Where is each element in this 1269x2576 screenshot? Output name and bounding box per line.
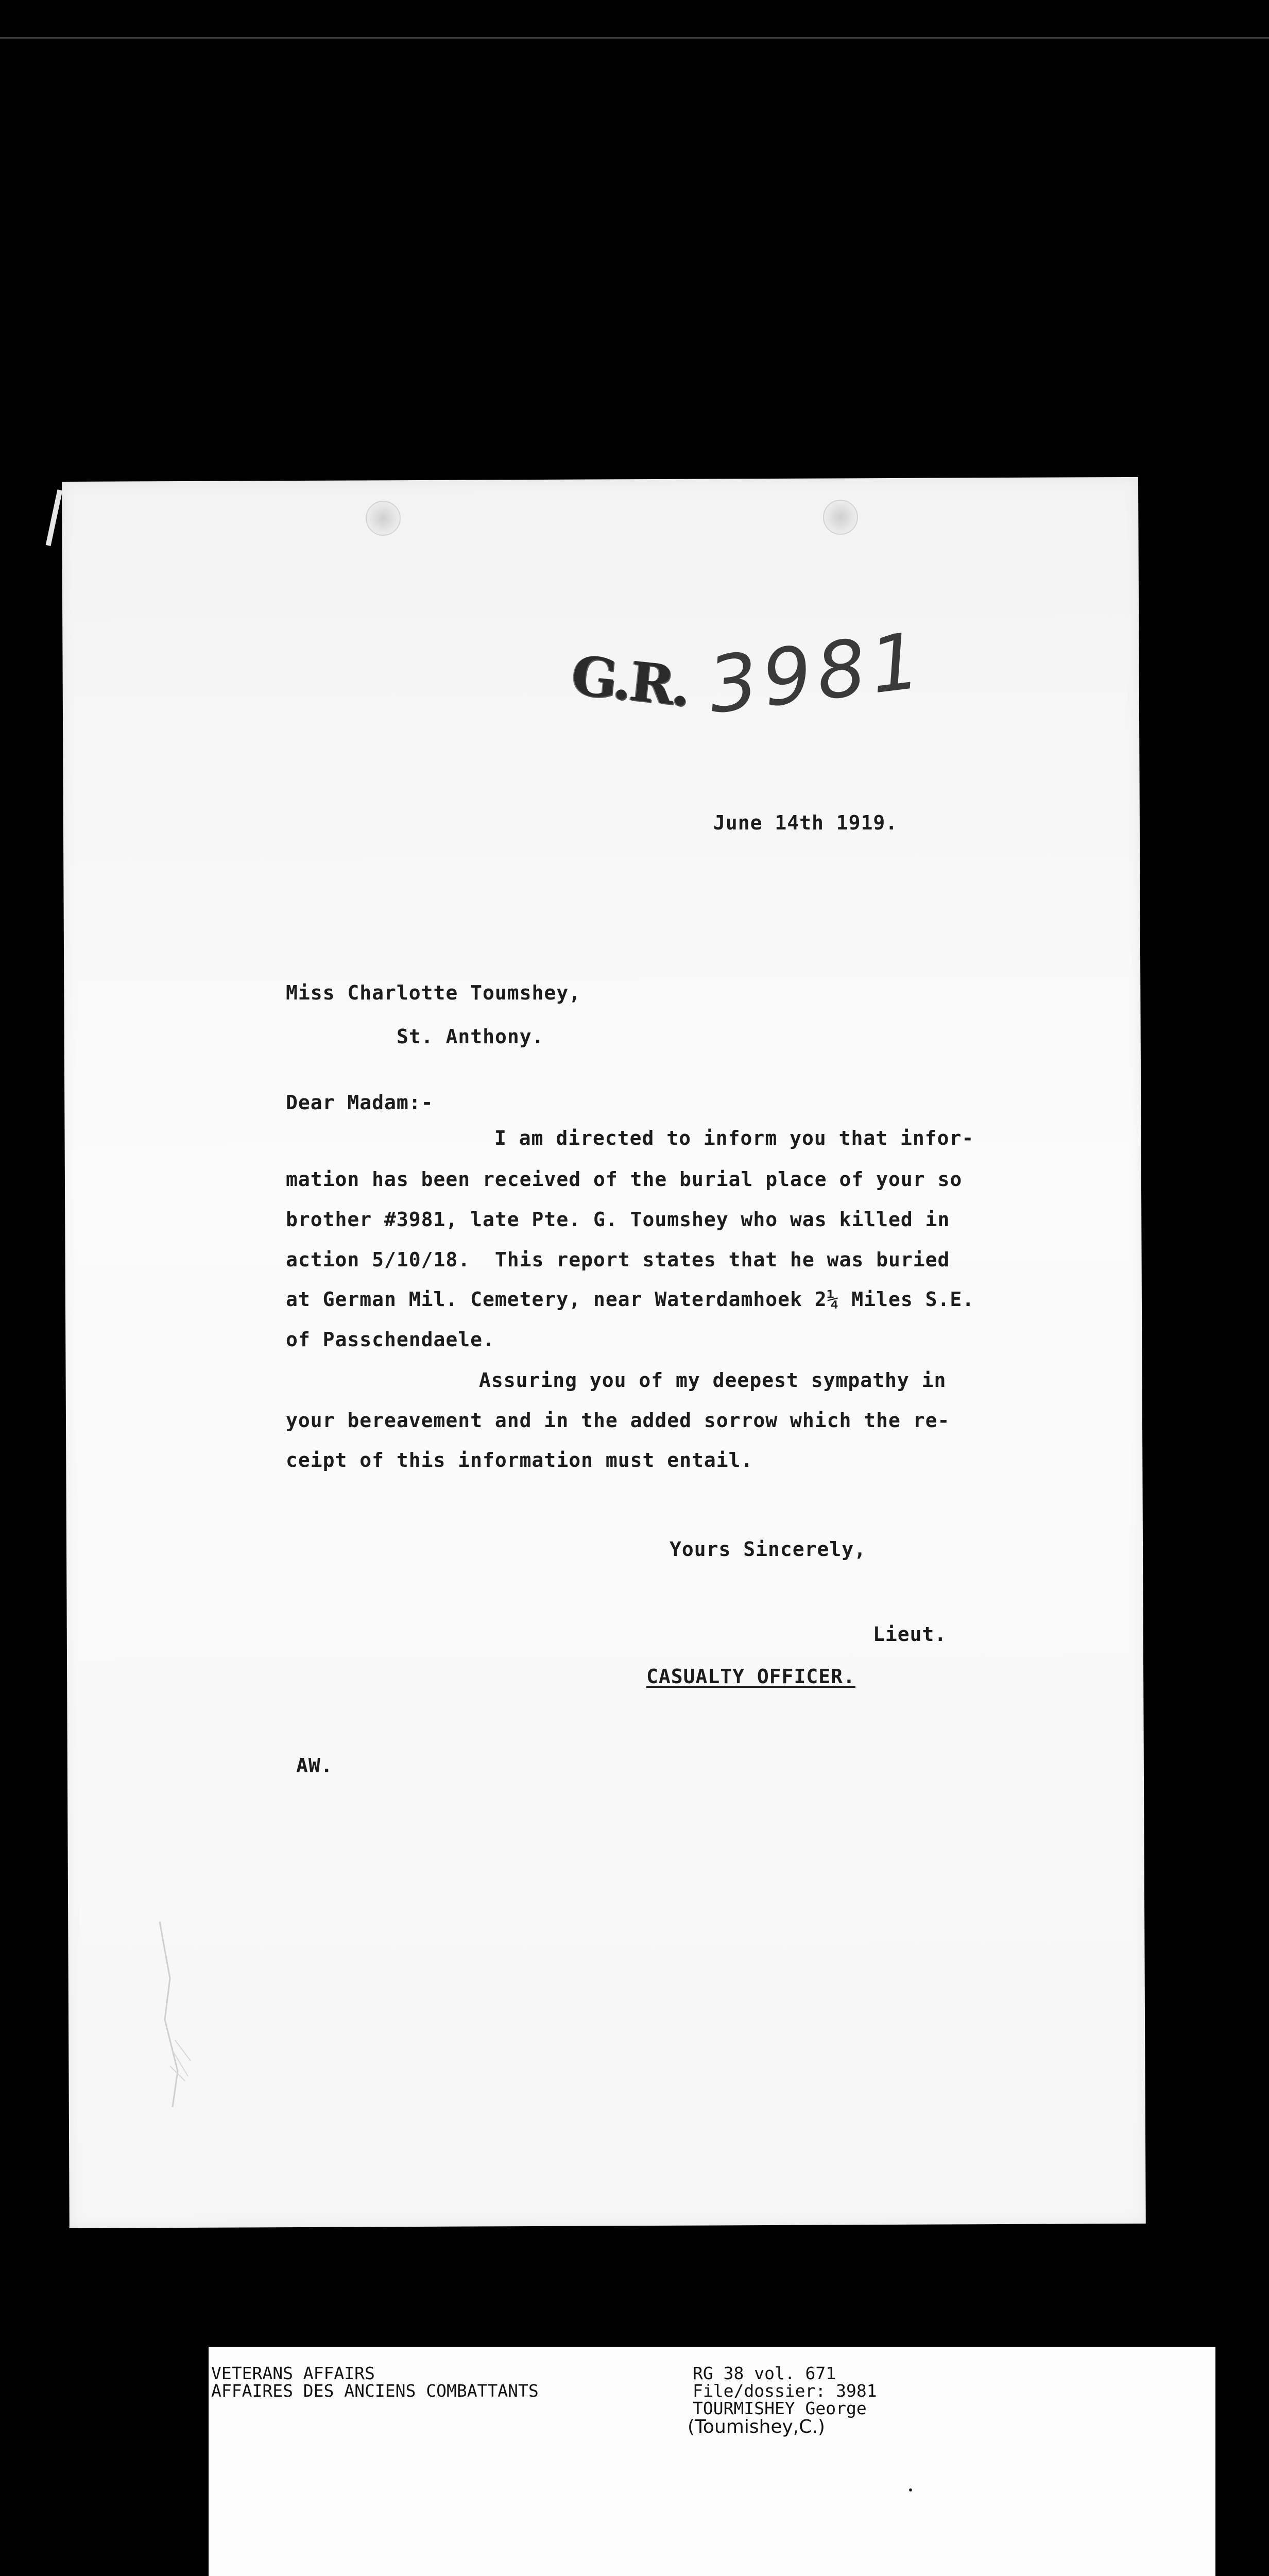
label-dot (909, 2488, 912, 2492)
stamp-prefix: G.R. (569, 643, 692, 719)
film-edge-rule (0, 37, 1269, 39)
archive-label-note: (Toumishey,C.) (688, 2416, 825, 2437)
signatory-rank: Lieut. (873, 1623, 947, 1646)
addressee-place: St. Anthony. (397, 1025, 544, 1048)
body-line: at German Mil. Cemetery, near Waterdamhoek 2¼ Miles S.E. (286, 1288, 975, 1311)
archive-label-reference (693, 2365, 877, 2417)
salutation: Dear Madam:- (286, 1091, 434, 1114)
dept-fr: AFFAIRES DES ANCIENS COMBATTANTS (211, 2381, 539, 2401)
archive-label-department (211, 2365, 539, 2400)
file-number: File/dossier: 3981 (693, 2381, 877, 2401)
dept-en: VETERANS AFFAIRS (211, 2363, 375, 2383)
body-line: mation has been received of the burial place of your so (286, 1168, 963, 1191)
closing: Yours Sincerely, (670, 1538, 867, 1561)
body-line: your bereavement and in the added sorrow which the re- (286, 1409, 950, 1432)
addressee-name: Miss Charlotte Toumshey, (286, 981, 581, 1004)
body-line: I am directed to inform you that infor- (494, 1127, 974, 1149)
letter-date: June 14th 1919. (713, 811, 898, 834)
typist-initials: AW. (296, 1754, 333, 1777)
paper-edge-mark (46, 489, 63, 546)
file-stamp (569, 615, 930, 742)
body-line: action 5/10/18. This report states that he was buried (286, 1248, 950, 1271)
paper-scratch-mark (155, 1917, 196, 2112)
stamp-handwritten-number: 3981 (703, 615, 930, 732)
punch-hole-right (823, 500, 858, 535)
body-line: of Passchendaele. (286, 1328, 495, 1351)
record-name: TOURMISHEY George (693, 2398, 867, 2418)
record-group: RG 38 vol. 671 (693, 2363, 836, 2383)
officer-title: CASUALTY OFFICER. (646, 1665, 855, 1688)
punch-hole-left (366, 501, 401, 536)
body-line: Assuring you of my deepest sympathy in (479, 1369, 947, 1392)
body-line: brother #3981, late Pte. G. Toumshey who was killed in (286, 1208, 950, 1231)
body-line: ceipt of this information must entail. (286, 1449, 753, 1471)
